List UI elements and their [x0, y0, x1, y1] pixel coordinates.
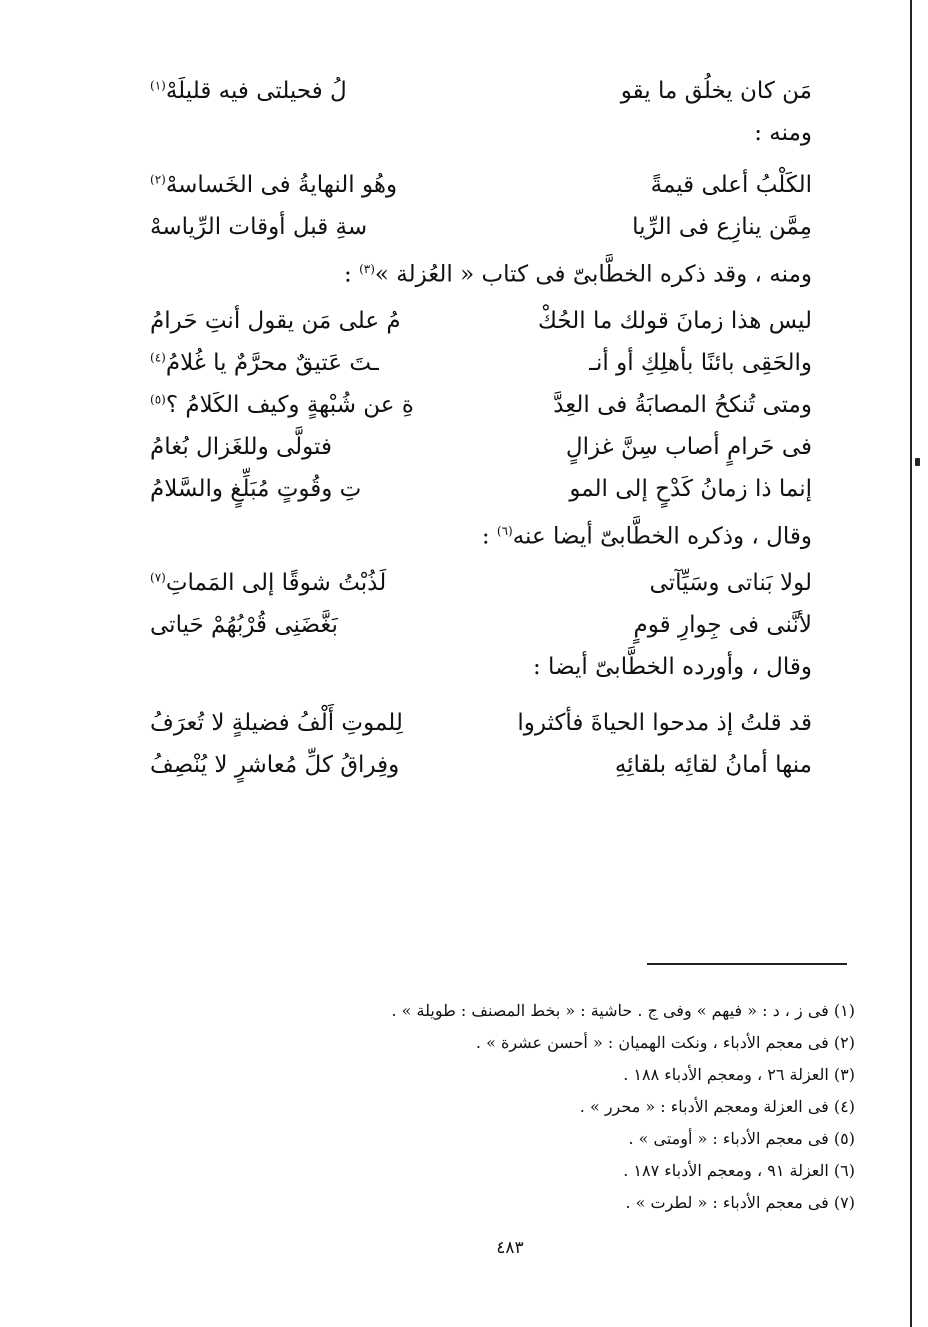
verse-group-2: [150, 164, 812, 248]
verse-group-3: [150, 300, 812, 510]
footnote-item: (٤) فى العزلة ومعجم الأدباء : « محرر » .: [579, 1097, 855, 1116]
verse-group-5: [150, 702, 812, 786]
prose-line-3-tail: :: [481, 523, 497, 550]
prose-line-2-text: ومنه ، وقد ذكره الخطَّابىّ فى كتاب « العُزلة »: [374, 261, 812, 288]
footnote-ref: (١): [150, 78, 166, 93]
footnote-item: (٣) العزلة ٢٦ ، ومعجم الأدباء ١٨٨ .: [623, 1065, 855, 1084]
verse-first-hemistich: قد قلتُ إذ مدحوا الحياةَ فأكثروا: [517, 710, 812, 736]
verse-first-hemistich: ليس هذا زمانَ قولك ما الحُكْ: [538, 308, 812, 334]
page-number: ٤٨٣: [496, 1238, 524, 1258]
verse-second-hemistich-text: ـتَ عَتيقٌ محرَّمٌ يا غُلامُ: [165, 350, 379, 376]
verse-second-hemistich: [150, 308, 480, 334]
verse-first-hemistich: إنما ذا زمانُ كَدْحٍ إلى المو: [569, 476, 812, 502]
verse-first-hemistich: مَن كان يخلُق ما يقو: [620, 78, 812, 104]
verse-second-hemistich: [150, 752, 480, 778]
prose-line-3: [150, 510, 812, 552]
verse-second-hemistich-text: بَغَّضَنِى قُرْبُهُمْ حَياتى: [150, 612, 338, 638]
verse-line: [150, 702, 812, 744]
footnote-ref: (٧): [150, 570, 166, 585]
footnote-item: (٧) فى معجم الأدباء : « لطرت » .: [625, 1193, 855, 1212]
footnote-item: (٦) العزلة ٩١ ، ومعجم الأدباء ١٨٧ .: [623, 1161, 855, 1180]
footnote-ref: (٤): [150, 350, 166, 365]
footnote-item: (٢) فى معجم الأدباء ، ونكت الهميان : « أحسن عشرة » .: [475, 1033, 855, 1052]
verse-second-hemistich: [150, 392, 480, 418]
footnote-item: (٥) فى معجم الأدباء : « أومتى » .: [628, 1129, 855, 1148]
verse-second-hemistich-text: مُ على مَن يقول أنتِ حَرامُ: [150, 308, 401, 334]
verse-line: [150, 384, 812, 426]
prose-line-4: وقال ، وأورده الخطَّابىّ أيضا :: [533, 654, 812, 680]
verse-line: [150, 70, 812, 112]
page-edge-line: [910, 0, 912, 1327]
footnote-ref: (٥): [150, 392, 166, 407]
main-text: [150, 70, 812, 786]
verse-first-hemistich: منها أمانُ لقائِه بلقائِهِ: [614, 752, 812, 778]
verse-line: [150, 164, 812, 206]
verse-second-hemistich: [150, 350, 480, 376]
footnote-ref: (٢): [150, 172, 166, 187]
verse-second-hemistich-text: وفِراقُ كلِّ مُعاشرٍ لا يُنْصِفُ: [150, 752, 400, 778]
verse-second-hemistich: [150, 434, 480, 460]
footnote-separator: [647, 963, 847, 965]
verse-second-hemistich-text: سةِ قبل أوقات الرِّياسهْ: [150, 214, 368, 240]
verse-second-hemistich: [150, 570, 480, 596]
verse-second-hemistich-text: وهُو النهايةُ فى الخَساسهْ: [165, 172, 398, 198]
footnote-ref: (٦): [496, 524, 513, 538]
verse-second-hemistich-text: فتولَّى وللغَزال بُغامُ: [150, 434, 332, 460]
prose-line-3-text: وقال ، وذكره الخطَّابىّ أيضا عنه: [512, 523, 812, 550]
verse-second-hemistich-text: تِ وقُوتٍ مُبَلِّغٍ والسَّلامُ: [150, 476, 362, 502]
verse-line: [150, 342, 812, 384]
footnote-ref: (٣): [359, 262, 375, 276]
verse-second-hemistich: [150, 172, 480, 198]
verse-line: [150, 744, 812, 786]
verse-group-1: [150, 70, 812, 112]
verse-first-hemistich: ومتى تُنكحُ المصابَةُ فى العِدَّ: [553, 392, 812, 418]
verse-line: [150, 206, 812, 248]
verse-second-hemistich: [150, 78, 480, 104]
footnotes: [340, 995, 855, 1219]
verse-second-hemistich-text: لِلموتِ أَلْفُ فضيلةٍ لا تُعرَفُ: [150, 710, 403, 736]
verse-second-hemistich: [150, 612, 480, 638]
verse-second-hemistich-text: ةِ عن شُبْهةٍ وكيف الكَلامُ ؟: [165, 392, 414, 418]
verse-group-4: [150, 562, 812, 646]
verse-second-hemistich: [150, 710, 480, 736]
verse-line: [150, 426, 812, 468]
prose-line-2: [150, 248, 812, 290]
footnote-item: (١) فى ز ، د : « فيهم » وفى ج . حاشية : « بخط المصنف : طويلة » .: [391, 1001, 855, 1020]
verse-second-hemistich-text: لُ فحيلتى فيه قليلَهْ: [165, 78, 347, 104]
prose-line-2-tail: :: [344, 261, 360, 288]
verse-second-hemistich: [150, 214, 480, 240]
verse-line: [150, 604, 812, 646]
verse-line: [150, 300, 812, 342]
verse-first-hemistich: والحَقِى بائنًا بأهلِكِ أو أنـ: [589, 350, 812, 376]
margin-mark: [915, 458, 920, 466]
prose-line-1: ومنه :: [754, 120, 812, 146]
verse-first-hemistich: فى حَرامٍ أصاب سِنَّ غزالٍ: [565, 434, 812, 460]
verse-first-hemistich: لولا بَناتى وسَيِّآتى: [649, 570, 812, 596]
verse-line: [150, 562, 812, 604]
verse-first-hemistich: الكَلْبُ أعلى قيمةً: [650, 172, 812, 198]
verse-second-hemistich: [150, 476, 480, 502]
verse-first-hemistich: لأنَّنى فى جِوارِ قومٍ: [633, 612, 812, 638]
verse-first-hemistich: مِمَّن ينازِع فى الرِّيا: [632, 214, 812, 240]
verse-line: [150, 468, 812, 510]
verse-second-hemistich-text: لَذُبْتُ شوقًا إلى المَماتِ: [165, 570, 387, 596]
